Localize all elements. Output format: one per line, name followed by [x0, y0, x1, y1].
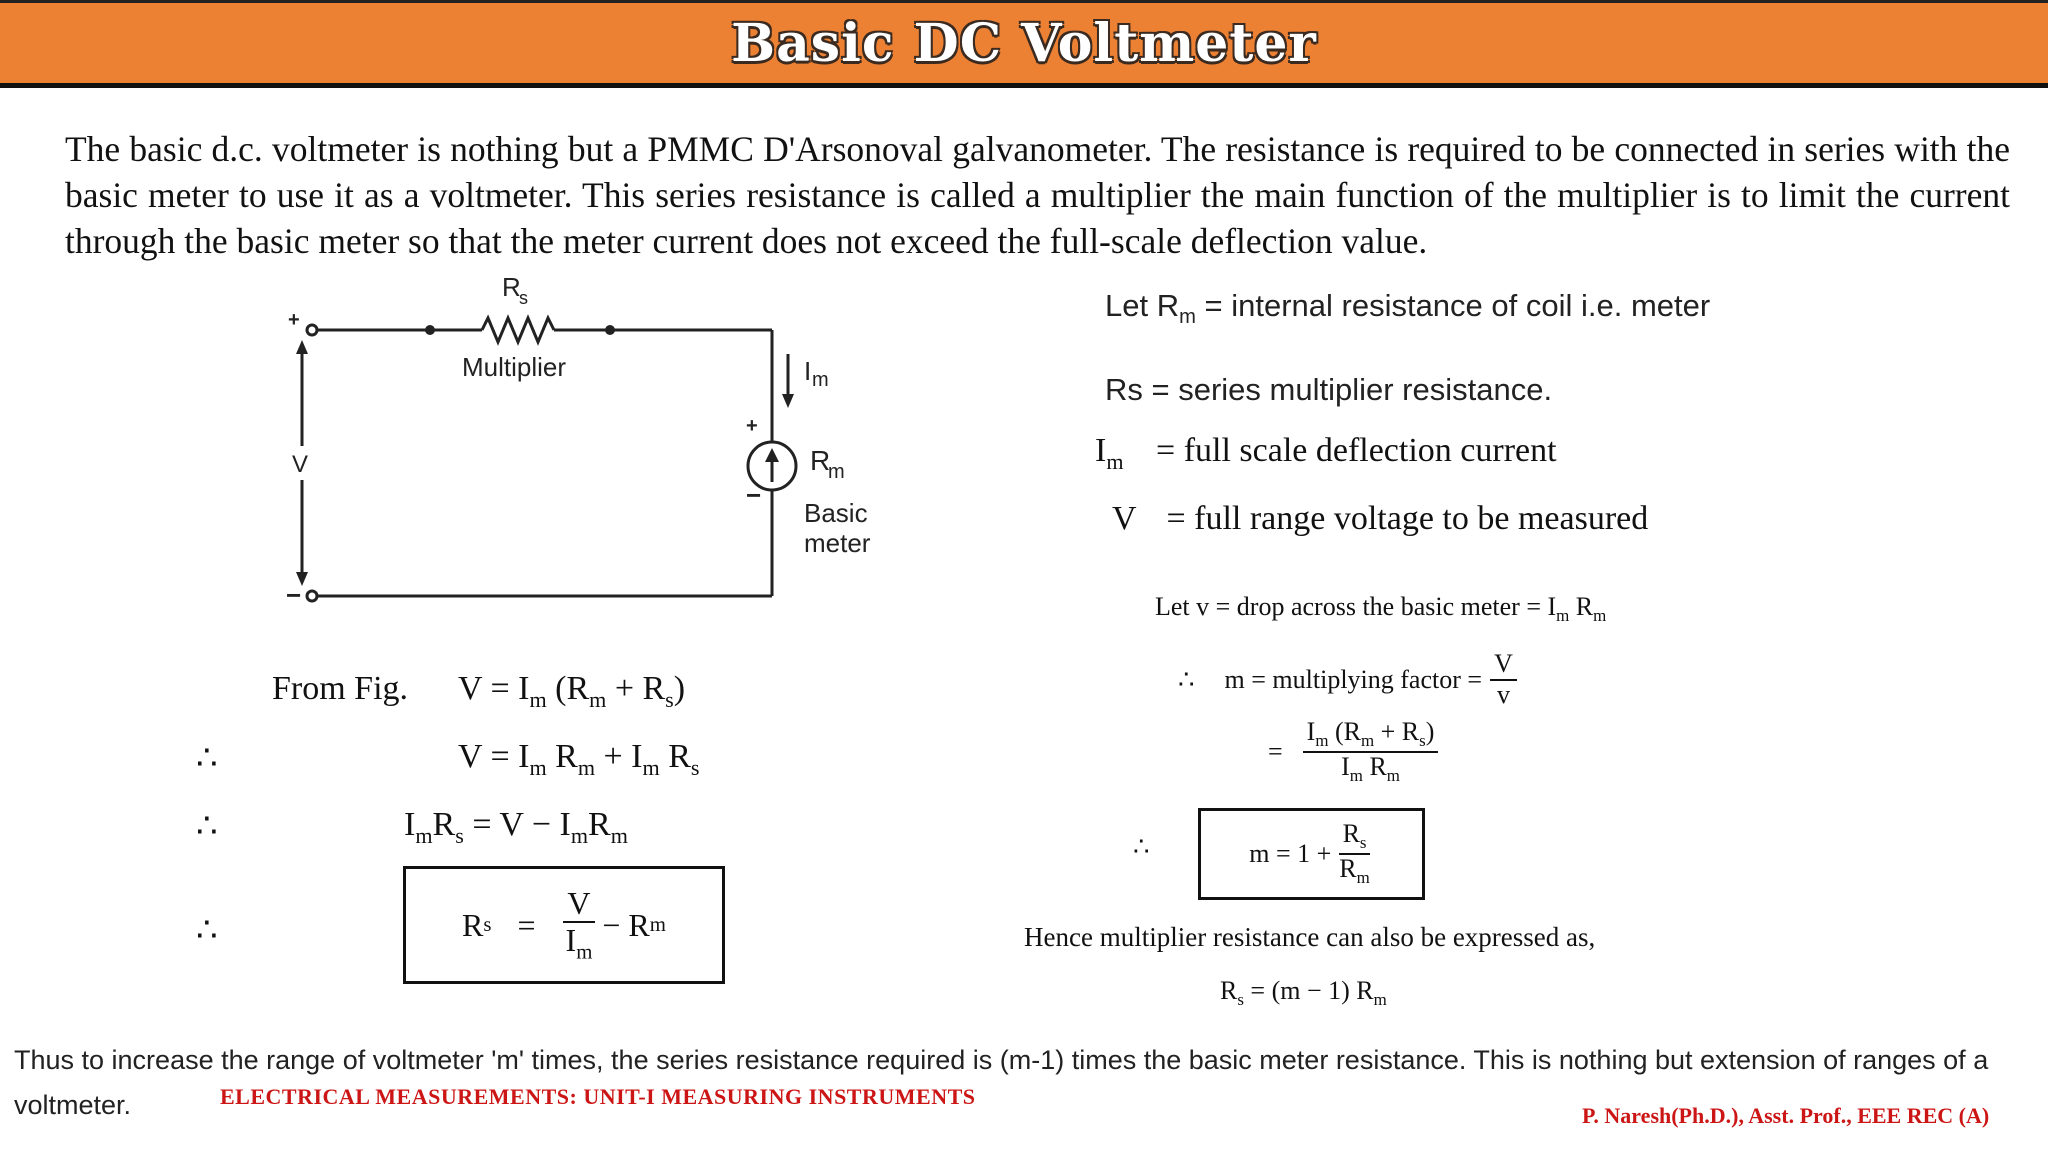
- sub: s: [665, 686, 674, 712]
- definition-v: [1112, 500, 1648, 538]
- therefore-symbol: ∴: [1178, 664, 1195, 694]
- fraction-num-r: R: [1342, 819, 1360, 849]
- definition-m: [1178, 650, 1517, 709]
- sub: m: [1349, 765, 1363, 785]
- sub: s: [483, 913, 492, 936]
- sub: m: [1356, 868, 1370, 888]
- sub: m: [642, 754, 660, 780]
- sub: s: [690, 754, 700, 780]
- line2-d: R: [659, 738, 691, 775]
- circuit-multiplier-label: Multiplier: [462, 352, 567, 382]
- fraction-den-r: R: [1362, 751, 1387, 781]
- sub: s: [455, 822, 464, 848]
- circuit-diagram: [270, 270, 910, 610]
- line2-c: + I: [595, 738, 643, 775]
- fraction-den: [1337, 753, 1404, 786]
- definition-drop-text: Let v = drop across the basic meter = I: [1155, 592, 1557, 621]
- box-rs-r: R: [462, 906, 484, 943]
- definition-drop: [1155, 592, 1606, 626]
- definition-im-symbol: I: [1095, 432, 1107, 469]
- line3-b: R: [432, 806, 456, 843]
- line2-b: R: [546, 738, 578, 775]
- circuit-v-label: V: [292, 451, 309, 478]
- circuit-minus-meter: −: [746, 480, 762, 510]
- circuit-plus-left: +: [288, 309, 300, 331]
- circuit-im-label: I: [804, 356, 812, 386]
- fraction-im-rm-rs: [1303, 718, 1439, 786]
- definition-drop-mid: R: [1569, 592, 1594, 621]
- definition-v-text: = full range voltage to be measured: [1166, 500, 1649, 537]
- from-fig-label: From Fig.: [272, 670, 409, 707]
- page-title: Basic DC Voltmeter: [731, 12, 1317, 74]
- circuit-basic-label: Basic: [804, 498, 868, 528]
- sub: s: [1419, 731, 1426, 751]
- derivation-line-2: [458, 738, 699, 781]
- sub: s: [1359, 833, 1367, 853]
- definition-m-text: m = multiplying factor =: [1224, 664, 1483, 694]
- fraction-v-over-v: [1490, 650, 1517, 709]
- footer-author: P. Naresh(Ph.D.), Asst. Prof., EEE REC (A): [1582, 1103, 1990, 1128]
- line3-a: I: [404, 806, 416, 843]
- sub: m: [1373, 990, 1387, 1010]
- box-m-text: m = 1 +: [1249, 839, 1332, 868]
- fraction-num: [1303, 718, 1439, 753]
- line3-d: R: [588, 806, 611, 843]
- circuit-rs-label: R: [502, 272, 521, 302]
- box-rs-eq: =: [517, 906, 536, 943]
- line2-a: V = I: [458, 738, 530, 775]
- equals-sign: =: [1268, 736, 1283, 766]
- definition-drop-sub2: m: [1593, 606, 1607, 626]
- footer-course: ELECTRICAL MEASUREMENTS: UNIT-I MEASURING INSTRUMENTS: [220, 1084, 976, 1109]
- sub: m: [1386, 765, 1400, 785]
- fraction-den: v: [1496, 679, 1510, 709]
- sub: m: [529, 686, 547, 712]
- definition-im-sub: m: [1106, 448, 1124, 474]
- result-box-rs: [403, 866, 725, 984]
- final-rs-equation: [1220, 976, 1387, 1010]
- fraction-den-i: I: [565, 921, 577, 958]
- fraction-den: [562, 923, 597, 964]
- circuit-rm-label: R: [810, 445, 831, 476]
- definition-rm-pre: Let R: [1105, 288, 1180, 323]
- definition-drop-sub1: m: [1556, 606, 1570, 626]
- sub: m: [1360, 731, 1375, 751]
- definition-rs: Rs = series multiplier resistance.: [1105, 372, 1553, 407]
- circuit-plus-meter: +: [746, 415, 758, 437]
- fraction-v-over-im: [562, 886, 597, 964]
- fraction-num: V: [1490, 650, 1517, 681]
- therefore-line-2: ∴: [196, 740, 218, 777]
- fraction-num-close: ): [1425, 717, 1435, 746]
- therefore-box-rs: ∴: [196, 912, 218, 949]
- result-box-m: [1198, 808, 1425, 900]
- sub: m: [570, 822, 588, 848]
- definition-rm: [1105, 288, 1710, 329]
- fraction-num-i: I: [1306, 717, 1316, 746]
- sub: m: [576, 940, 593, 964]
- definition-m-expanded: [1268, 718, 1438, 786]
- final-rs-r: R: [1220, 976, 1238, 1005]
- definition-rm-post: = internal resistance of coil i.e. meter: [1195, 288, 1711, 323]
- circuit-minus-left: −: [286, 580, 302, 610]
- circuit-im-sub: m: [812, 369, 829, 391]
- definition-rm-sub: m: [1179, 306, 1196, 329]
- definition-v-symbol: V: [1112, 500, 1136, 537]
- fraction-den-r: R: [1339, 854, 1357, 883]
- line3-c: = V − I: [463, 806, 571, 843]
- sub: m: [415, 822, 433, 848]
- conclusion-text: Thus to increase the range of voltmeter 'm' times, the series resistance required is (m-1) times the basic meter resistance. This is nothing but extension of ranges of a voltmeter.: [14, 1045, 1989, 1120]
- sub: m: [589, 686, 607, 712]
- fraction-num: V: [563, 886, 594, 923]
- sub: s: [1237, 990, 1244, 1010]
- sub: m: [610, 822, 628, 848]
- sub: m: [577, 754, 595, 780]
- line1-d: ): [673, 670, 686, 707]
- circuit-rm-sub: m: [828, 461, 845, 483]
- hence-text: Hence multiplier resistance can also be expressed as,: [1024, 922, 1596, 952]
- therefore-line-3: ∴: [196, 808, 218, 845]
- line1-c: + R: [606, 670, 666, 707]
- line1-b: (R: [546, 670, 590, 707]
- definition-im: [1095, 432, 1557, 475]
- fraction-num-r: (R: [1328, 717, 1361, 746]
- therefore-m-box: ∴: [1133, 832, 1150, 861]
- sub: m: [1315, 731, 1329, 751]
- box-rs-minus: − R: [602, 906, 650, 943]
- line1-a: V = I: [458, 670, 530, 707]
- derivation-line-3: [404, 806, 628, 849]
- sub: m: [529, 754, 547, 780]
- sub: m: [649, 913, 666, 936]
- fraction-rs-over-rm: [1335, 820, 1373, 888]
- circuit-rs-sub: s: [519, 288, 528, 308]
- derivation-line-1: [458, 670, 685, 713]
- title-bar: [0, 0, 2048, 88]
- fraction-den-i: I: [1341, 751, 1350, 781]
- final-rs-rest: = (m − 1) R: [1243, 976, 1374, 1005]
- fraction-den: [1335, 855, 1373, 888]
- fraction-num-plus: + R: [1374, 717, 1420, 746]
- fraction-num: [1339, 820, 1371, 855]
- circuit-meter-label: meter: [804, 528, 871, 558]
- intro-paragraph: The basic d.c. voltmeter is nothing but a PMMC D'Arsonoval galvanometer. The resistance is required to be connected in series with the basic meter to use it as a voltmeter. This series resistance is called a multiplier the main function of the multiplier is to limit the current through the basic meter so that the meter current does not exceed the full-scale deflection value.: [65, 129, 2010, 261]
- definition-im-text: = full scale deflection current: [1156, 432, 1557, 469]
